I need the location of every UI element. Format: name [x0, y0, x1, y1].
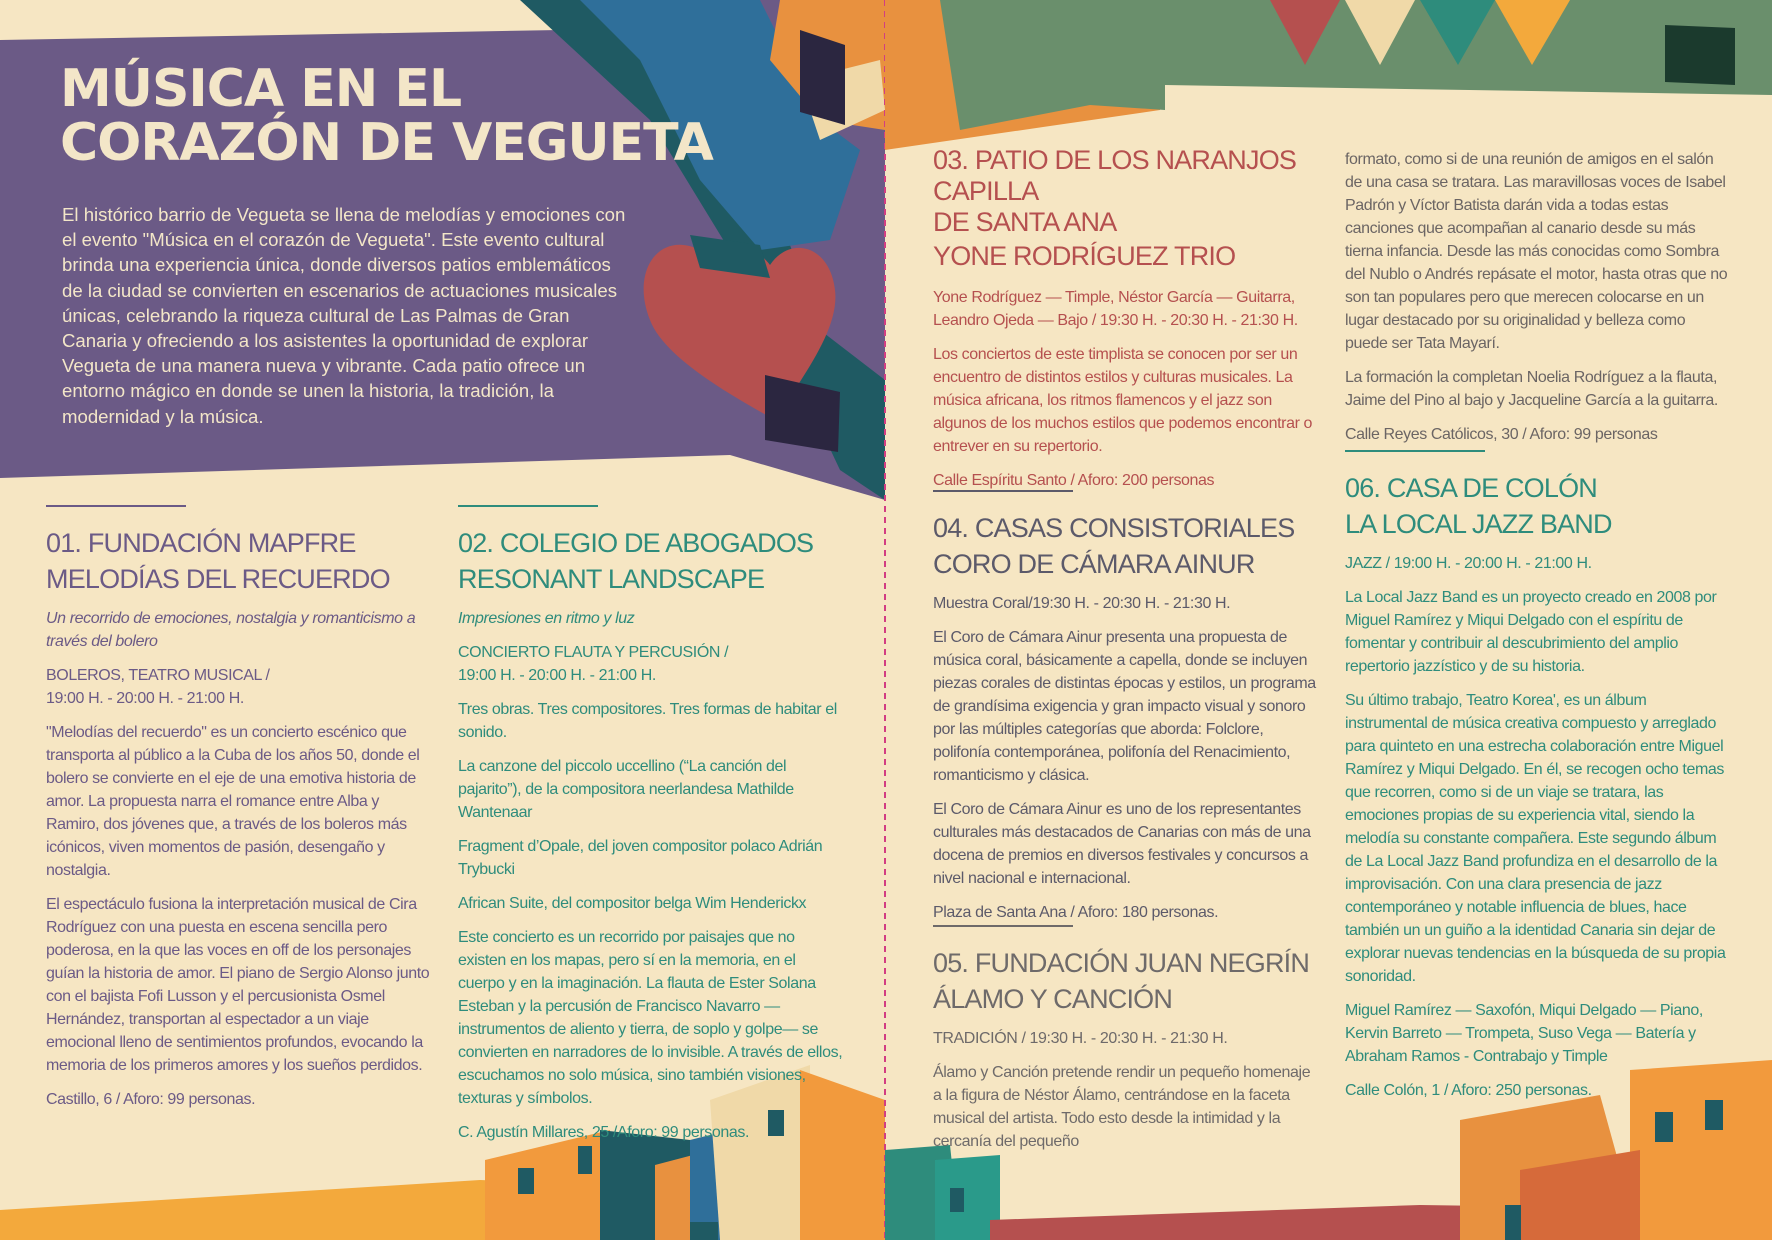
section-lineup: JAZZ / 19:00 H. - 20:00 H. - 21:00 H.	[1345, 555, 1592, 572]
section-paragraph: Tres obras. Tres compositores. Tres formas de habitar el sonido.	[458, 701, 837, 741]
dark-cuff-shape	[800, 30, 845, 125]
section-genre: BOLEROS, TEATRO MUSICAL / 19:00 H. - 20:00 H. - 21:00 H.	[46, 667, 270, 707]
section-paragraph: Los conciertos de este timplista se conocen por ser un encuentro de distintos estilos y culturas musicales. La música africana, los ritmos flamencos y el jazz son algunos de los muchos estilos que podemos encontrar o entrever en su repertorio.	[933, 346, 1313, 455]
section-venue-line-2: DE SANTA ANA	[933, 207, 1117, 237]
section-lineup: Miguel Ramírez — Saxofón, Miqui Delgado — Piano, Kervin Barreto — Trompeta, Suso Vega — Batería y Abraham Ramos - Contrabajo y Timple	[1345, 1002, 1703, 1065]
section-address: Castillo, 6 / Aforo: 99 personas.	[46, 1091, 256, 1108]
section-paragraph: formato, como si de una reunión de amigos en el salón de una casa se tratara. Las maravillosas voces de Isabel Padrón y Víctor Batista darán vida a todas estas canciones que acompañan al canario desde su más tierna infancia. Desde las más conocidas como Sombra del Nublo o Andrés repásate el motor, hasta otras que no son tan populares pero que merecen colocarse en un lugar destacado por su originalidad y belleza como puede ser Tata Mayarí.	[1345, 151, 1728, 352]
section-act: RESONANT LANDSCAPE	[458, 564, 765, 594]
section-paragraph: African Suite, del compositor belga Wim Henderickx	[458, 895, 807, 912]
section-lineup: Muestra Coral/19:30 H. - 20:30 H. - 21:30 H.	[933, 595, 1231, 612]
section-lineup: Yone Rodríguez — Timple, Néstor García — Guitarra, Leandro Ojeda — Bajo / 19:30 H. - 20:30 H. - 21:30 H.	[933, 289, 1298, 329]
section-paragraph: La canzone del piccolo uccellino (“La canción del pajarito”), de la compositora neerlandesa Mathilde Wantenaar	[458, 758, 794, 821]
section-venue: 02. COLEGIO DE ABOGADOS	[458, 528, 814, 558]
section-paragraph: Este concierto es un recorrido por paisajes que no existen en los mapas, pero sí en la memoria, en el cuerpo y en la imaginación. La flauta de Ester Solana Esteban y la percusión de Francisco Navarro —instrumentos de aliento y tierra, de soplo y golpe— se convierten en narradores de lo invisible. A través de ellos, escuchamos no solo música, sino también visiones, texturas y símbolos.	[458, 929, 843, 1107]
section-address: Calle Espíritu Santo / Aforo: 200 personas	[933, 472, 1215, 489]
section-05-continued	[1345, 148, 1730, 457]
section-subtitle: Un recorrido de emociones, nostalgia y romanticismo a través del bolero	[46, 610, 416, 650]
section-divider	[458, 505, 598, 507]
section-paragraph: El espectáculo fusiona la interpretación musical de Cira Rodríguez con una puesta en escena sencilla pero poderosa, en la que las voces en off de los personajes guían la historia de amor. El piano de Sergio Alonso junto con el bajista Fofi Lusson y el percusionista Osmel Hernández, transportan al espectador a un viaje emocional lleno de sentimientos profundos, evocando la memoria de los primeros amores y los sueños perdidos.	[46, 896, 430, 1074]
section-lineup: TRADICIÓN / 19:30 H. - 20:30 H. - 21:30 H.	[933, 1030, 1228, 1047]
section-venue: 03. PATIO DE LOS NARANJOS CAPILLA	[933, 145, 1297, 206]
section-paragraph: El Coro de Cámara Ainur es uno de los representantes culturales más destacados de Canarias con más de una docena de premios en diversos festivales y concursos a nivel nacional e internacional.	[933, 801, 1311, 887]
section-divider	[1345, 450, 1485, 452]
section-venue: 06. CASA DE COLÓN	[1345, 473, 1597, 503]
section-06	[1345, 450, 1730, 1113]
section-divider	[933, 925, 1073, 927]
section-address: Calle Reyes Católicos, 30 / Aforo: 99 personas	[1345, 426, 1658, 443]
section-03	[933, 145, 1317, 503]
section-divider	[46, 505, 186, 507]
section-02	[458, 505, 843, 1155]
intro-paragraph: El histórico barrio de Vegueta se llena de melodías y emociones con el evento "Música en el corazón de Vegueta". Este evento cultural brinda una experiencia única, donde diversos patios emblemáticos de la ciudad se convierten en escenarios de actuaciones musicales únicas, celebrando la riqueza cultural de Las Palmas de Gran Canaria y ofreciendo a los asistentes la oportunidad de explorar Vegueta de una manera nueva y vibrante. Cada patio ofrece un entorno mágico en donde se unen la historia, la tradición, la modernidad y la música.	[62, 204, 626, 427]
section-act: YONE RODRÍGUEZ TRIO	[933, 241, 1236, 271]
section-paragraph: El Coro de Cámara Ainur presenta una propuesta de música coral, básicamente a capella, donde se incluyen piezas corales de distintas épocas y estilos, un programa de grandísima exigencia y gran impacto visual y sonoro por las múltiples categorías que aborda: Folclore, polifonía contemporánea, polifonía del Renacimiento, romanticismo y clásica.	[933, 629, 1316, 784]
section-address: C. Agustín Millares, 25 /Aforo: 99 personas.	[458, 1124, 750, 1141]
title-line-1: MÚSICA EN EL	[60, 59, 462, 119]
section-venue: 05. FUNDACIÓN JUAN NEGRÍN	[933, 948, 1310, 978]
dark-window	[1665, 25, 1735, 85]
section-paragraph: Álamo y Canción pretende rendir un pequeño homenaje a la figura de Néstor Álamo, centrándose en la faceta musical del artista. Todo esto desde la intimidad y la cercanía del pequeño	[933, 1064, 1311, 1150]
section-paragraph: "Melodías del recuerdo" es un concierto escénico que transporta al público a la Cuba de los años 50, donde el bolero se convierte en el eje de una emotiva historia de amor. La propuesta narra el romance entre Alba y Ramiro, dos jóvenes que, a través de los boleros más icónicos, viven momentos de pasión, desengaño y nostalgia.	[46, 724, 420, 879]
section-act: CORO DE CÁMARA AINUR	[933, 549, 1255, 579]
section-01	[46, 505, 431, 1122]
section-venue: 01. FUNDACIÓN MAPFRE	[46, 528, 356, 558]
section-paragraph: Fragment d’Opale, del joven compositor polaco Adrián Trybucki	[458, 838, 823, 878]
section-act: LA LOCAL JAZZ BAND	[1345, 509, 1612, 539]
title-line-2: CORAZÓN DE VEGUETA	[60, 113, 713, 173]
section-address: Plaza de Santa Ana / Aforo: 180 personas.	[933, 904, 1219, 921]
section-act: MELODÍAS DEL RECUERDO	[46, 564, 390, 594]
section-paragraph: La Local Jazz Band es un proyecto creado en 2008 por Miguel Ramírez y Miqui Delgado con el espíritu de fomentar y contribuir al descubrimiento del amplio repertorio jazzístico y de su historia.	[1345, 589, 1717, 675]
section-paragraph: La formación la completan Noelia Rodríguez a la flauta, Jaime del Pino al bajo y Jacqueline García a la guitarra.	[1345, 369, 1718, 409]
section-05	[933, 925, 1317, 1164]
section-genre: CONCIERTO FLAUTA Y PERCUSIÓN / 19:00 H. - 20:00 H. - 21:00 H.	[458, 644, 729, 684]
section-paragraph: Su último trabajo, Teatro Korea', es un álbum instrumental de música creativa compuesto y arreglado para quinteto en una estrecha colaboración entre Miguel Ramírez y Miqui Delgado. En él, se recogen ocho temas que recorren, como si de un viaje se tratara, las emociones propias de su experiencia vital, siendo la melodía su constante compañera. Este segundo álbum de La Local Jazz Band profundiza en el desarrollo de la improvisación. Con una clara presencia de jazz contemporáneo y notable influencia de blues, hace también un un guiño a la identidad Canaria sin dejar de explorar nuevas tendencias en la búsqueda de su propia sonoridad.	[1345, 692, 1726, 985]
section-address: Calle Colón, 1 / Aforo: 250 personas.	[1345, 1082, 1592, 1099]
section-subtitle: Impresiones en ritmo y luz	[458, 610, 635, 627]
section-act: ÁLAMO Y CANCIÓN	[933, 984, 1173, 1014]
section-04	[933, 490, 1317, 935]
page-title	[60, 59, 713, 173]
section-venue: 04. CASAS CONSISTORIALES	[933, 513, 1295, 543]
section-divider	[933, 490, 1073, 492]
